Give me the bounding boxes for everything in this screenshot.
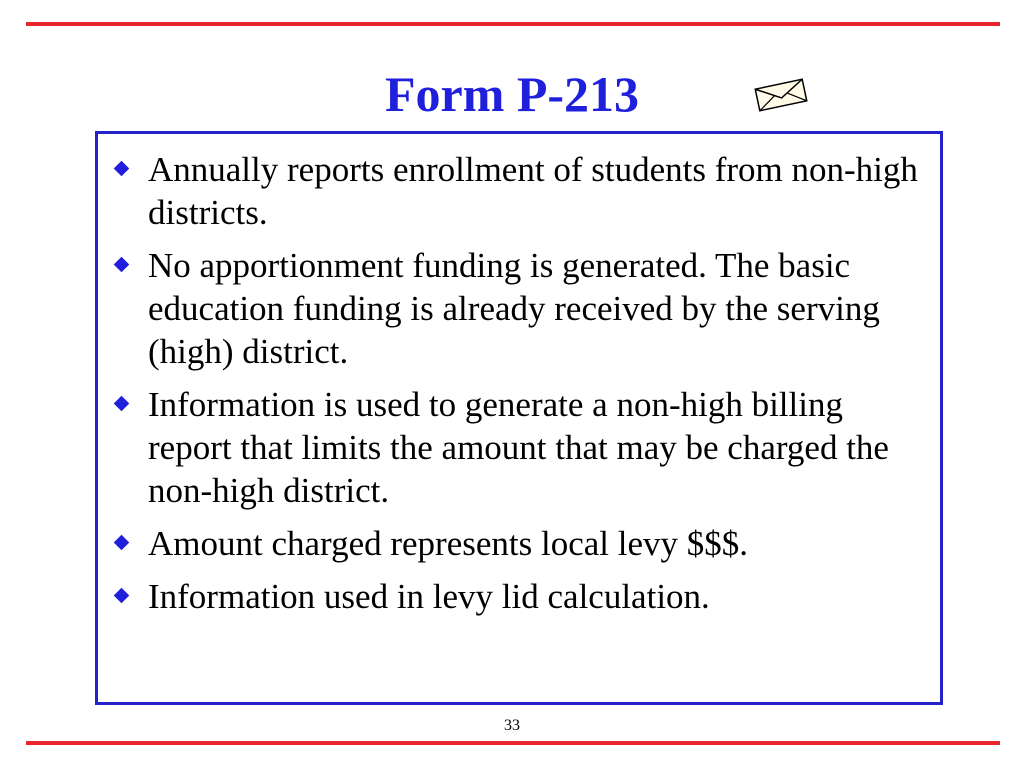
- bullet-item: [110, 148, 935, 234]
- bullet-text: No apportionment funding is generated. The basic education funding is already received by the serving (high) district.: [148, 246, 880, 371]
- bottom-divider: [26, 741, 1000, 745]
- bullet-text: Amount charged represents local levy $$$.: [148, 524, 749, 563]
- top-divider: [26, 22, 1000, 26]
- diamond-bullet-icon: [114, 161, 130, 177]
- diamond-bullet-icon: [114, 535, 130, 551]
- bullet-list: [110, 148, 935, 628]
- diamond-bullet-icon: [114, 257, 130, 273]
- bullet-item: [110, 244, 935, 373]
- bullet-item: [110, 383, 935, 512]
- diamond-bullet-icon: [114, 588, 130, 604]
- content-box: [95, 131, 943, 705]
- bullet-text: Annually reports enrollment of students from non-high districts.: [148, 150, 918, 232]
- bullet-item: [110, 522, 935, 565]
- page-number: 33: [504, 717, 520, 734]
- bullet-text: Information is used to generate a non-high billing report that limits the amount that may be charged the non-high district.: [148, 385, 889, 510]
- diamond-bullet-icon: [114, 396, 130, 412]
- bullet-text: Information used in levy lid calculation.: [148, 577, 710, 616]
- slide-title: Form P-213: [384, 66, 640, 122]
- bullet-item: [110, 575, 935, 618]
- envelope-icon: [753, 78, 809, 112]
